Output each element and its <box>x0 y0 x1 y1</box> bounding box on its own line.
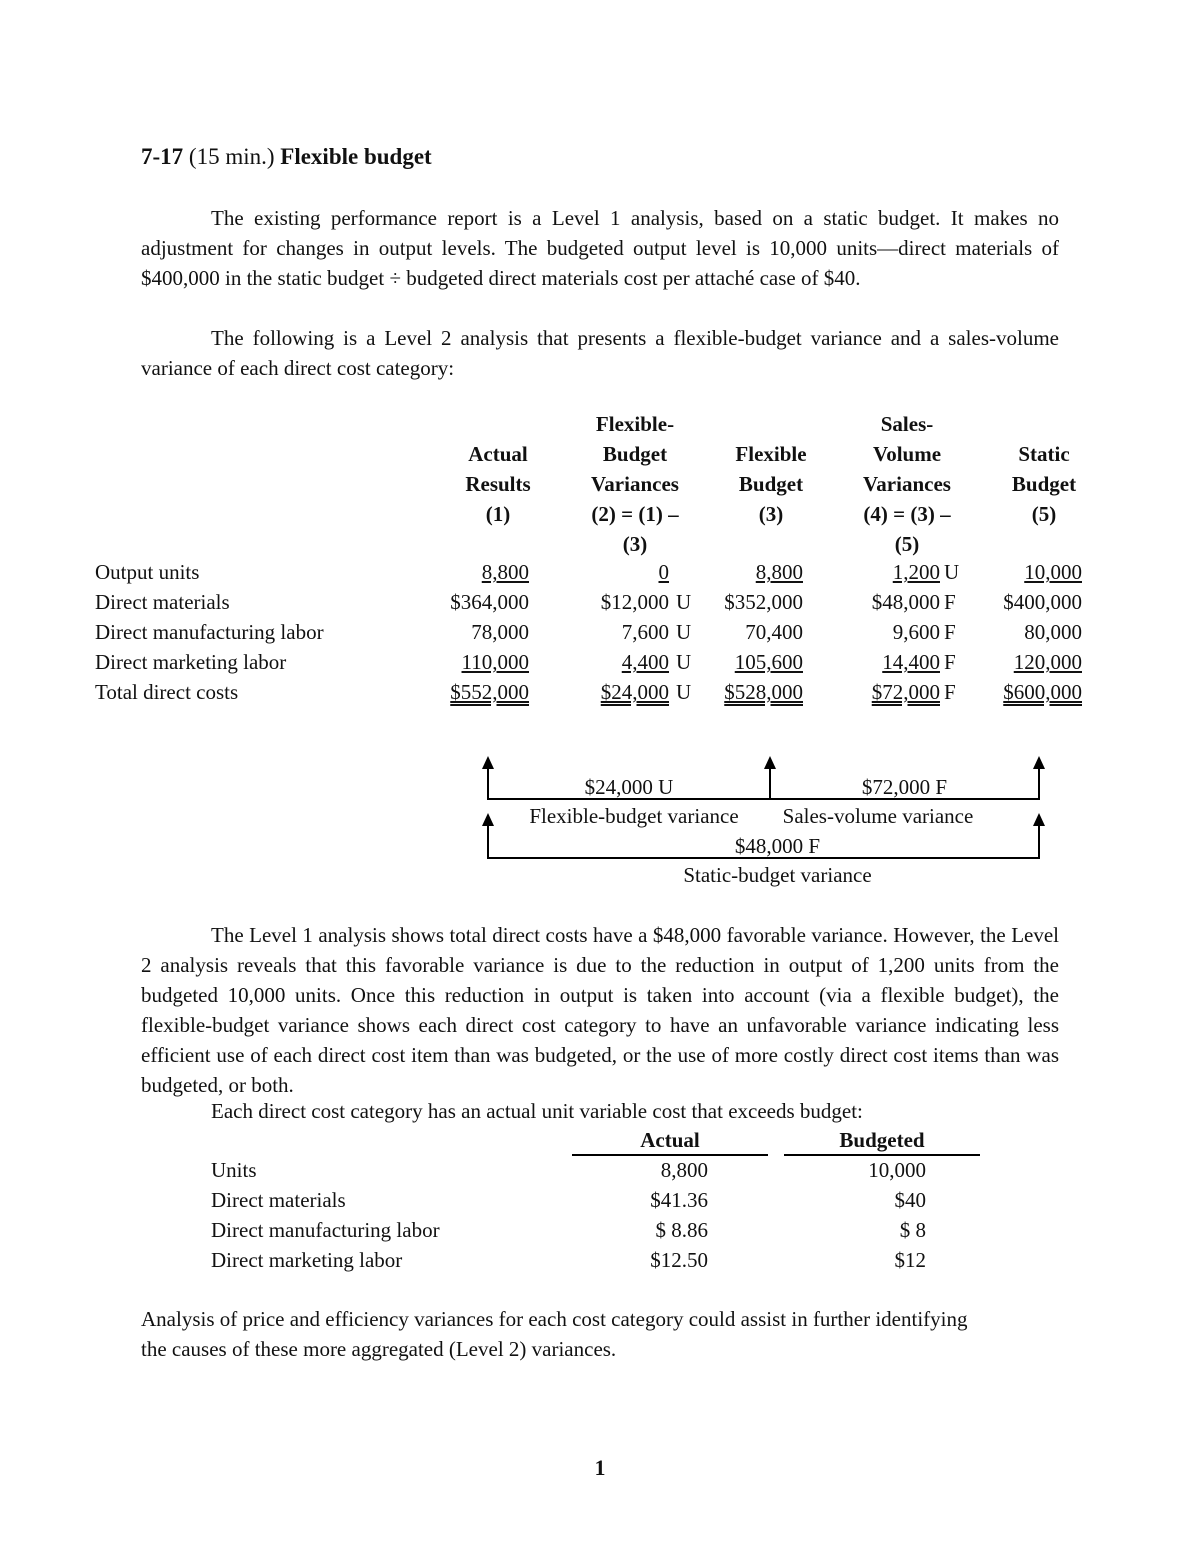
unit-row-actual: $41.36 <box>650 1188 708 1212</box>
cell-flex-var-mkt-labor-flag: U <box>676 650 692 674</box>
cell-actual-mkt-labor: 110,000 <box>461 650 529 674</box>
flexible-budget-variance-amount: $24,000 U <box>584 775 674 799</box>
unit-row-budgeted: $12 <box>894 1248 926 1272</box>
unit-row-label: Direct manufacturing labor <box>211 1218 440 1242</box>
cell-flex-var-materials: $12,000 <box>600 590 669 614</box>
cell-flex-budget-total: $528,000 <box>724 680 803 704</box>
cell-sales-var-total: $72,000 <box>871 680 940 704</box>
static-budget-variance-label: Static-budget variance <box>683 863 872 887</box>
unit-table-header-actual: Actual <box>572 1126 768 1156</box>
problem-topic: Flexible budget <box>280 144 432 169</box>
cell-flex-var-output: 0 <box>658 560 669 584</box>
flexible-budget-variance-label: Flexible-budget variance <box>529 804 739 828</box>
cell-flex-var-mkt-labor: 4,400 <box>621 650 669 674</box>
cell-flex-var-total-flag: U <box>676 680 692 704</box>
unit-row-actual: $12.50 <box>650 1248 708 1272</box>
sales-volume-variance-amount: $72,000 F <box>861 775 948 799</box>
intro-paragraph-1: The existing performance report is a Level 1 analysis, based on a static budget. It makes no adjustment for changes in output levels. The budgeted output level is 10,000 units—direct materials of $400,000 in the static budget ÷ budgeted direct materials cost per attaché case of $40. <box>141 206 1059 290</box>
header-actual-results: Actual Results (1) <box>465 442 531 526</box>
intro-paragraph-2: The following is a Level 2 analysis that presents a flexible-budget variance and a sales-volume variance of each direct cost category: <box>141 326 1059 380</box>
header-static-budget: Static Budget (5) <box>1011 442 1077 526</box>
cell-flex-budget-mkt-labor: 105,600 <box>734 650 803 674</box>
cell-static-mkt-labor: 120,000 <box>1013 650 1082 674</box>
unit-row-label: Direct marketing labor <box>211 1248 403 1272</box>
row-label-direct-marketing-labor: Direct marketing labor <box>95 650 287 674</box>
unit-row-budgeted: $40 <box>894 1188 926 1212</box>
cell-sales-var-total-flag: F <box>944 680 956 704</box>
cell-flex-budget-output: 8,800 <box>755 560 803 584</box>
row-label-direct-materials: Direct materials <box>95 590 230 614</box>
cell-sales-var-materials-flag: F <box>944 590 956 614</box>
problem-time: (15 min.) <box>188 144 275 169</box>
cell-flex-var-materials-flag: U <box>676 590 692 614</box>
cell-sales-var-output: 1,200 <box>892 560 940 584</box>
unit-row-label: Direct materials <box>211 1188 346 1212</box>
cell-sales-var-mkt-labor: 14,400 <box>882 650 940 674</box>
cell-static-mfg-labor: 80,000 <box>1024 620 1082 644</box>
cell-sales-var-mfg-labor: 9,600 <box>892 620 940 644</box>
row-label-direct-manufacturing-labor: Direct manufacturing labor <box>95 620 324 644</box>
header-sales-volume-variances: Sales- Volume Variances (4) = (3) – (5) <box>863 412 951 556</box>
cell-sales-var-mfg-labor-flag: F <box>944 620 956 644</box>
unit-row-actual: $ 8.86 <box>655 1218 708 1242</box>
sales-volume-variance-label: Sales-volume variance <box>782 804 974 828</box>
cell-actual-mfg-labor: 78,000 <box>471 620 529 644</box>
analysis-paragraph-2: Each direct cost category has an actual unit variable cost that exceeds budget: <box>211 1099 863 1123</box>
cell-flex-budget-materials: $352,000 <box>724 590 803 614</box>
cell-flex-var-total: $24,000 <box>600 680 669 704</box>
conclusion-paragraph: Analysis of price and efficiency variances for each cost category could assist in further identifying the causes of these more aggregated (Level 2) variances. <box>141 1307 968 1361</box>
page-number: 1 <box>594 1455 606 1480</box>
row-label-total-direct-costs: Total direct costs <box>95 680 239 704</box>
cell-static-total: $600,000 <box>1003 680 1082 704</box>
cell-flex-var-mfg-labor: 7,600 <box>621 620 669 644</box>
cell-flex-budget-mfg-labor: 70,400 <box>745 620 803 644</box>
unit-row-actual: 8,800 <box>660 1158 708 1182</box>
unit-row-budgeted: 10,000 <box>868 1158 926 1182</box>
row-label-output-units: Output units <box>95 560 200 584</box>
unit-row-label: Units <box>211 1158 257 1182</box>
problem-number: 7-17 <box>141 144 184 169</box>
page-title <box>141 144 432 170</box>
cell-static-output: 10,000 <box>1024 560 1082 584</box>
cell-actual-total: $552,000 <box>450 680 529 704</box>
cell-static-materials: $400,000 <box>1003 590 1082 614</box>
analysis-paragraph-1: The Level 1 analysis shows total direct costs have a $48,000 favorable variance. However, the Level 2 analysis reveals that this favorable variance is due to the reduction in output of 1,200 units from the budgeted 10,000 units. Once this reduction in output is taken into account (via a flexible budget), the flexible-budget variance shows each direct cost category to have an unfavorable variance indicating less efficient use of each direct cost item than was budgeted, or the use of more costly direct cost items than was budgeted, or both. <box>141 923 1059 1097</box>
cell-sales-var-materials: $48,000 <box>871 590 940 614</box>
static-budget-variance-amount: $48,000 F <box>734 834 821 858</box>
cell-sales-var-mkt-labor-flag: F <box>944 650 956 674</box>
cell-flex-var-mfg-labor-flag: U <box>676 620 692 644</box>
header-flexible-budget-variances: Flexible- Budget Variances (2) = (1) – (3) <box>591 412 679 556</box>
header-flexible-budget: Flexible Budget (3) <box>735 442 807 526</box>
unit-row-budgeted: $ 8 <box>899 1218 926 1242</box>
cell-actual-output: 8,800 <box>481 560 529 584</box>
cell-actual-materials: $364,000 <box>450 590 529 614</box>
diagram-line <box>1038 768 1040 800</box>
unit-table-header-budgeted: Budgeted <box>784 1126 980 1156</box>
cell-sales-var-output-flag: U <box>944 560 960 584</box>
